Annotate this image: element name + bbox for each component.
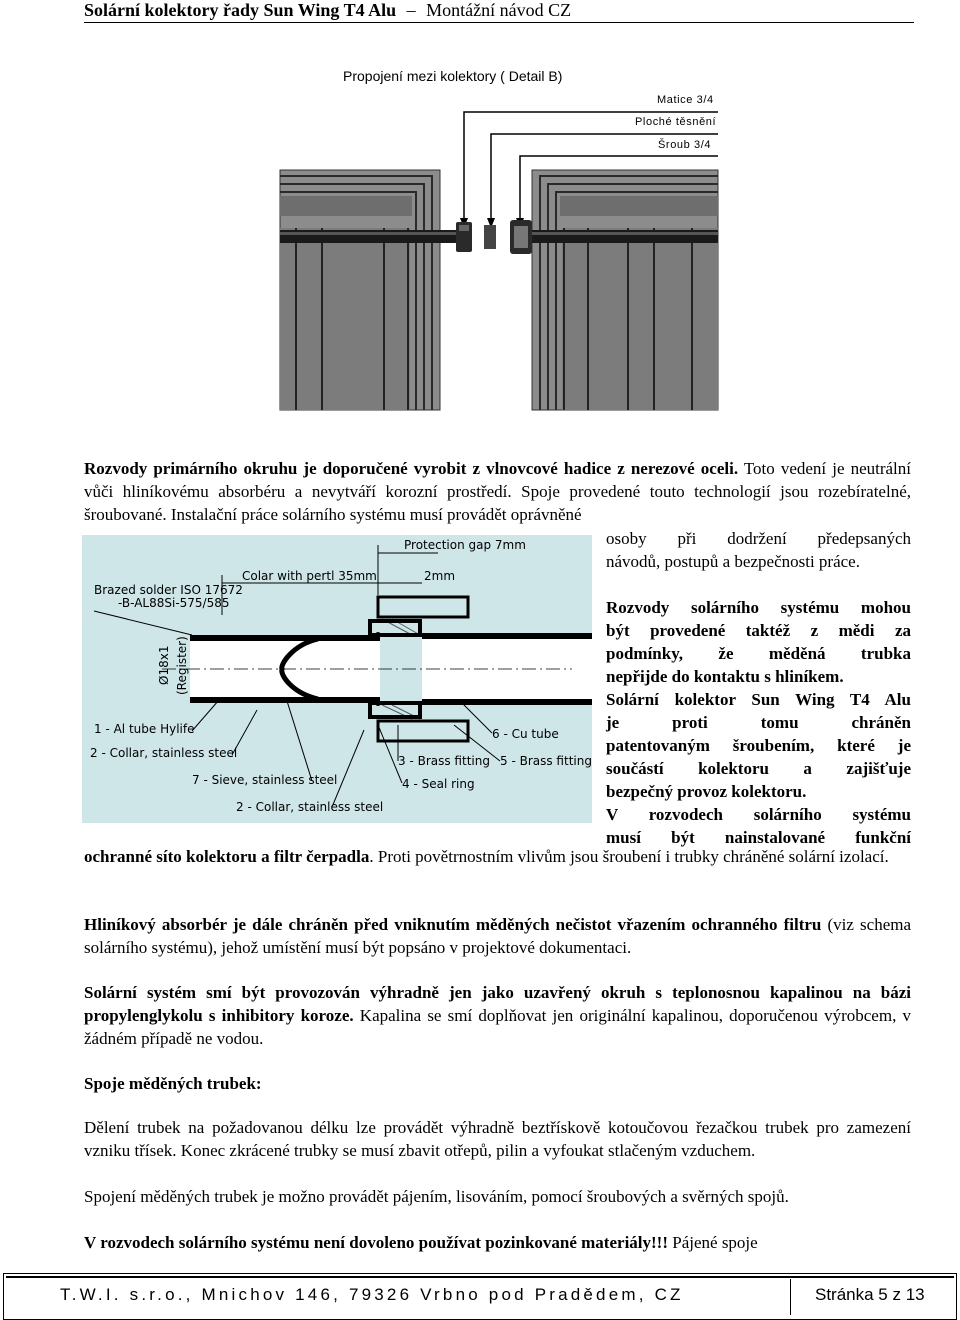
para3-bold: Hliníkový absorbér je dále chráněn před vniknutím měděných nečistot vřazením ochranného filtru [84, 915, 822, 934]
label-tesneni: Ploché těsnění [635, 116, 717, 128]
section-heading-copper-joints: Spoje měděných trubek: [84, 1074, 262, 1093]
side-bold-2: být provedené taktéž z mědi za [606, 621, 911, 640]
side-bold-9: bezpečný provoz kolektoru. [606, 782, 807, 801]
side-bold-8: součástí kolektoru a zajišťuje [606, 759, 911, 778]
para1-rest: Toto vedení je neutrální vůči hliníkovému absorbéru a nevytváří korozní prostředí. Spoje provedené touto technologií jsou rozebíratelné, šroubované. Instalační práce solárního systému musí provádět oprávněné [84, 459, 911, 524]
label-part-2b: 2 - Collar, stainless steel [236, 800, 384, 814]
figure-connection-title: Propojení mezi kolektory ( Detail B) [343, 68, 563, 84]
para7-rest: Pájené spoje [668, 1233, 758, 1252]
label-protection-gap: Protection gap 7mm [404, 538, 526, 552]
side-bold-4: nepřijde do kontaktu s hliníkem. [606, 667, 844, 686]
label-gap-2mm: 2mm [424, 569, 456, 583]
paragraph-joining-tubes: Spojení měděných trubek je možno provádět pájením, lisováním, pomocí šroubových a svěrných spojů. [84, 1187, 789, 1206]
label-part-3: 3 - Brass fitting [398, 754, 490, 768]
side-text [606, 527, 911, 849]
side-bold-1: Rozvody solárního systému mohou [606, 598, 911, 617]
side-bold-6: je proti tomu chráněn [606, 713, 911, 732]
label-register: (Register) [175, 636, 189, 695]
label-dia-18x1: Ø18x1 [157, 645, 171, 685]
label-part-2: 2 - Collar, stainless steel [90, 746, 238, 760]
side-bold-5: Solární kolektor Sun Wing T4 Alu [606, 690, 911, 709]
side-bold-3: podmínky, že měděná trubka [606, 644, 911, 663]
side-bold-10: V rozvodech solárního systému [606, 805, 911, 824]
label-part-4: 4 - Seal ring [402, 777, 475, 791]
paragraph-protective-sieve [84, 845, 911, 868]
page-header [84, 0, 914, 23]
footer-company: T.W.I. s.r.o., Mnichov 146, 79326 Vrbno pod Pradědem, CZ [60, 1285, 684, 1304]
side-line-1: osoby při dodržení předepsaných [606, 529, 911, 548]
para2-rest: . Proti povětrnostním vlivům jsou šroubení i trubky chráněné solární izolací. [369, 847, 889, 866]
fitting-section-drawing [82, 535, 592, 823]
label-brazed-1: Brazed solder ISO 17672 [94, 583, 243, 597]
side-line-2: návodů, postupů a bezpečnosti práce. [606, 552, 860, 571]
para2-bold: ochranné síto kolektoru a filtr čerpadla [84, 847, 370, 866]
para3-rest: (viz schema solárního systému), jehož umístění musí být popsáno v projektové dokumentaci. [84, 915, 912, 957]
side-bold-11: musí být nainstalované funkční [606, 828, 911, 847]
label-part-1: 1 - Al tube Hylife [94, 722, 195, 736]
footer-page-number: Stránka 5 z 13 [815, 1285, 925, 1304]
header-dash: – [406, 0, 416, 20]
label-brazed-2: -B-AL88Si-575/585 [118, 596, 230, 610]
page-footer [0, 1273, 960, 1320]
label-part-5: 5 - Brass fitting [500, 754, 592, 768]
header-title: Solární kolektory řady Sun Wing T4 Alu [84, 0, 397, 20]
para4-bold: Solární systém smí být provozován výhradně jen jako uzavřený okruh s teplonosnou kapalinou na bázi propylenglykolu s inhibitory koroze. [84, 983, 911, 1025]
collector-connection-drawing [278, 100, 720, 412]
label-sroub: Šroub 3/4 [658, 139, 712, 151]
paragraph-cutting-tubes: Dělení trubek na požadovanou délku lze provádět výhradně beztřískově kotoučovou řezačkou trubek pro zamezení vzniku třísek. Konec zkrácené trubky se musí zbavit otřepů, pilin a vyfoukat stlačeným vzduchem. [84, 1118, 911, 1160]
para7-bold: V rozvodech solárního systému není dovoleno používat pozinkované materiály!!! [84, 1233, 668, 1252]
side-bold-7: patentovaným šroubením, které je [606, 736, 911, 755]
label-colar: Colar with pertl 35mm [242, 569, 377, 583]
para1-bold: Rozvody primárního okruhu je doporučené vyrobit z vlnovcové hadice z nerezové oceli. [84, 459, 739, 478]
paragraph-closed-circuit [84, 981, 911, 1050]
header-subtitle: Montážní návod CZ [426, 0, 572, 20]
label-matice: Matice 3/4 [657, 94, 714, 106]
label-part-7: 7 - Sieve, stainless steel [192, 773, 338, 787]
paragraph-galvanized-warning [84, 1231, 911, 1254]
paragraph-primary-circuit [84, 457, 911, 526]
paragraph-absorber [84, 913, 911, 959]
label-part-6: 6 - Cu tube [492, 727, 559, 741]
para4-rest: Kapalina se smí doplňovat jen originální kapalinou, doporučenou výrobcem, v žádném případě ne vodou. [84, 1006, 911, 1048]
